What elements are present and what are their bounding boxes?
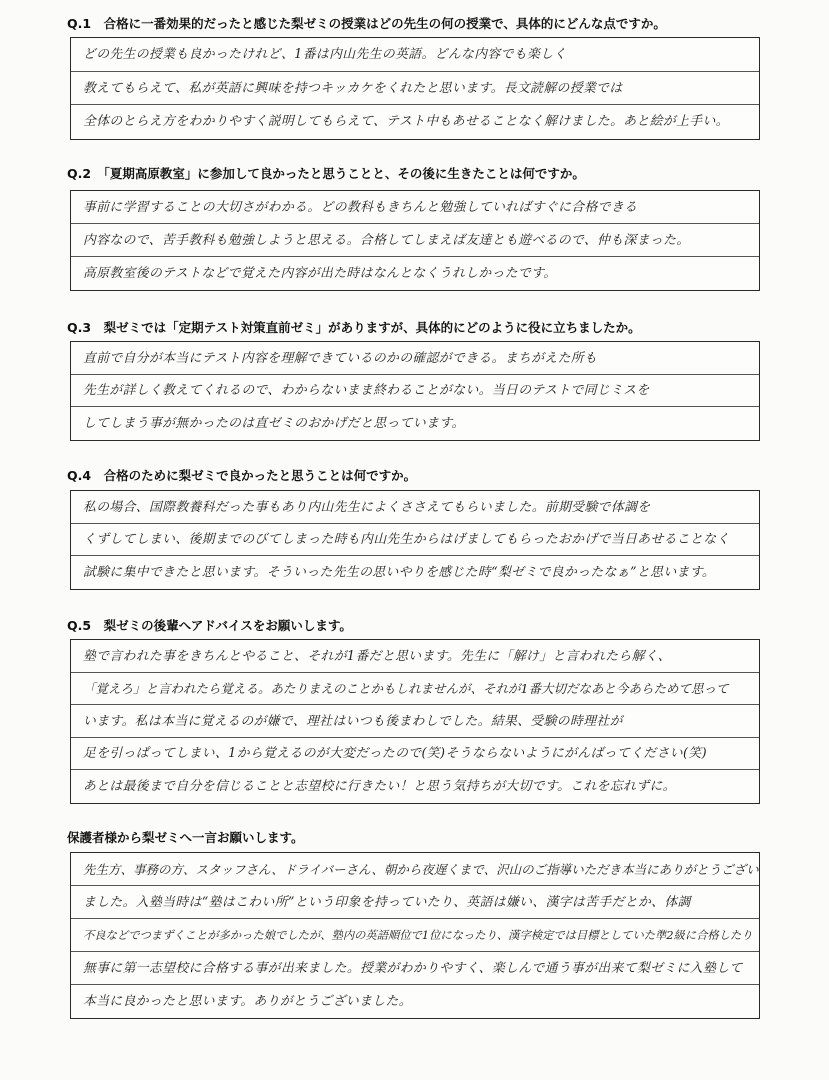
- q2-title: Q.2 「夏期高原教室」に参加して良かったと思うことと、その後に生きたことは何ですか。: [67, 166, 585, 181]
- parent-comment-line: 先生方、事務の方、スタッフさん、ドライバーさん、朝から夜遅くまで、沢山のご指導いただき本当にありがとうござい: [71, 853, 759, 886]
- q1-answer-box: [70, 37, 760, 140]
- q5-answer-line: 「覚えろ」と言われたら覚える。あたりまえのことかもしれませんが、それが1番大切だなあと今あらためて思って: [71, 673, 759, 705]
- q1-answer-line: 教えてもらえて、私が英語に興味を持つキッカケをくれたと思います。長文読解の授業では: [71, 72, 759, 105]
- q3-answer-line: 直前で自分が本当にテスト内容を理解できているのかの確認ができる。まちがえた所も: [71, 342, 759, 375]
- q3-answer-line: 先生が詳しく教えてくれるので、わからないまま終わることがない。当日のテストで同じミスを: [71, 375, 759, 407]
- q5-answer-line: あとは最後まで自分を信じることと志望校に行きたい！と思う気持ちが大切です。これを忘れずに。: [83, 779, 676, 794]
- parent-comment-line: 本当に良かったと思います。ありがとうございました。: [83, 994, 412, 1009]
- q4-answer-line: 私の場合、国際教養科だった事もあり内山先生によくささえてもらいました。前期受験で体調を: [71, 491, 759, 524]
- parent-comment-line: 無事に第一志望校に合格する事が出来ました。授業がわかりやすく、楽しんで通う事が出来て梨ゼミに入塾して: [71, 952, 759, 985]
- parent-comment-title: 保護者様から梨ゼミへ一言お願いします。: [67, 830, 304, 845]
- q2-answer-line: 内容なので、苦手教科も勉強しようと思える。合格してしまえば友達とも遊べるので、仲も深まった。: [71, 224, 759, 257]
- parent-comment-line: ました。入塾当時は“塾はこわい所”という印象を持っていたり、英語は嫌い、漢字は苦手だとか、体調: [71, 886, 759, 919]
- q5-answer-line: 足を引っぱってしまい、1から覚えるのが大変だったので(笑)そうならないようにがんばってください(笑): [71, 738, 759, 770]
- q5-answer-line: います。私は本当に覚えるのが嫌で、理社はいつも後まわしでした。結果、受験の時理社が: [71, 705, 759, 738]
- q4-answer-box: [70, 490, 760, 590]
- q5-answer-box: [70, 639, 760, 804]
- q2-answer-box: [70, 190, 760, 291]
- q4-answer-line: 試験に集中できたと思います。そういった先生の思いやりを感じた時“梨ゼミで良かったなぁ”と思います。: [83, 565, 716, 580]
- q2-answer-line: 事前に学習することの大切さがわかる。どの教科もきちんと勉強していればすぐに合格できる: [71, 191, 759, 224]
- q1-answer-line: 全体のとらえ方をわかりやすく説明してもらえて、テスト中もあせることなく解けました。あと絵が上手い。: [83, 114, 729, 129]
- q2-answer-line: 高原教室後のテストなどで覚えた内容が出た時はなんとなくうれしかったです。: [83, 266, 557, 281]
- parent-comment-box: [70, 852, 760, 1019]
- q3-answer-box: [70, 341, 760, 441]
- q5-title: Q.5 梨ゼミの後輩へアドバイスをお願いします。: [67, 618, 352, 633]
- q1-answer-line: どの先生の授業も良かったけれど、1番は内山先生の英語。どんな内容でも楽しく: [71, 38, 759, 72]
- q3-title: Q.3 梨ゼミでは「定期テスト対策直前ゼミ」がありますが、具体的にどのように役に立ちましたか。: [67, 320, 641, 335]
- q3-answer-line: してしまう事が無かったのは直ゼミのおかげだと思っています。: [83, 416, 465, 431]
- q5-answer-line: 塾で言われた事をきちんとやること、それが1番だと思います。先生に「解け」と言われたら解く、: [71, 640, 759, 673]
- q4-answer-line: くずしてしまい、後期までのびてしまった時も内山先生からはげましてもらったおかげで当日あせることなく: [71, 524, 759, 556]
- q1-title: Q.1 合格に一番効果的だったと感じた梨ゼミの授業はどの先生の何の授業で、具体的にどんな点ですか。: [67, 16, 666, 31]
- q4-title: Q.4 合格のために梨ゼミで良かったと思うことは何ですか。: [67, 468, 417, 483]
- parent-comment-line: 不良などでつまずくことが多かった娘でしたが、塾内の英語順位で1位になったり、漢字検定では目標としていた準2級に合格したり: [71, 919, 759, 952]
